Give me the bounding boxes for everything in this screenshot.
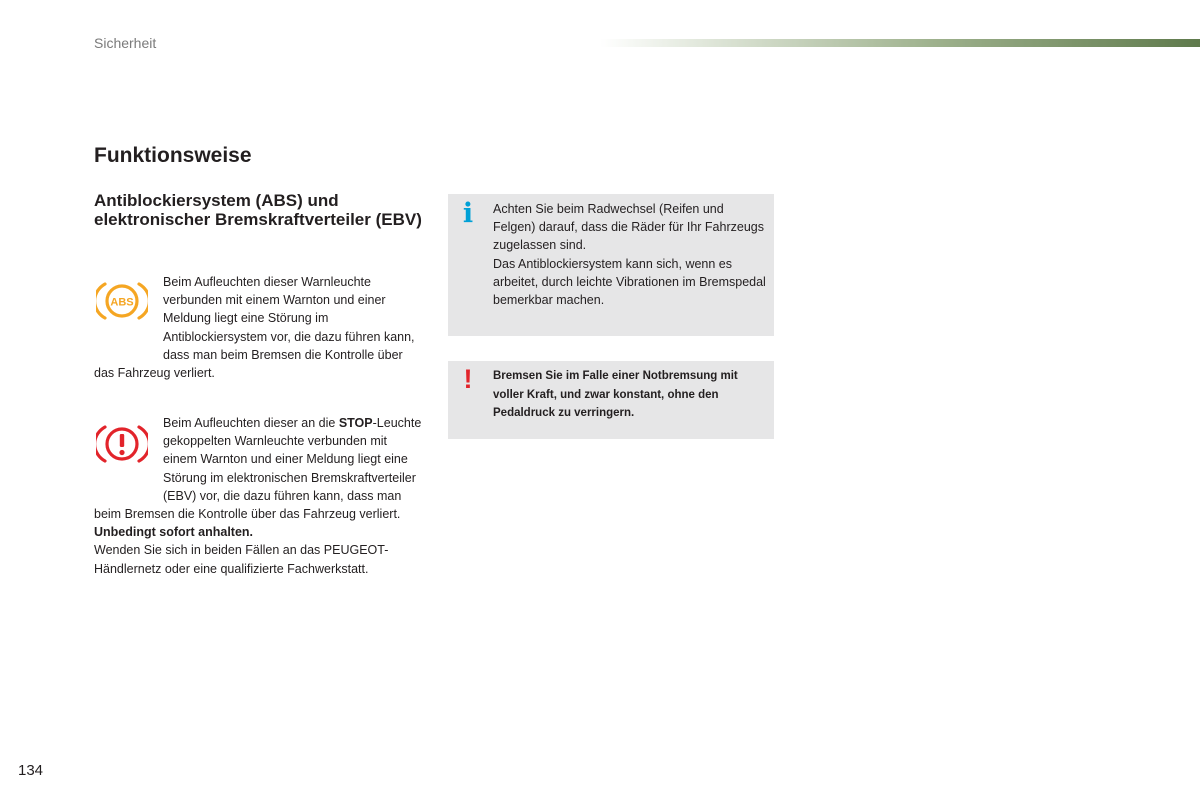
header-accent-bar xyxy=(600,39,1200,47)
ebv-intro-text: Beim Aufleuchten dieser an die xyxy=(163,416,339,430)
emergency-braking-text: Bremsen Sie im Falle einer Notbremsung mit voller Kraft, und zwar konstant, ohne den Pedaldruck zu verringern. xyxy=(493,370,738,419)
abs-warning-light-icon xyxy=(94,273,163,353)
page-title: Funktionsweise xyxy=(94,144,252,167)
info-text-wheel-change: Achten Sie beim Radwechsel (Reifen und Felgen) darauf, dass die Räder für Ihr Fahrzeugs zugelassen sind. xyxy=(493,202,764,253)
info-box-text xyxy=(493,200,768,309)
info-text-vibrations: Das Antiblockiersystem kann sich, wenn es arbeitet, durch leichte Vibrationen im Bremspedal bemerkbar machen. xyxy=(493,256,766,308)
abs-warning-text: Beim Aufleuchten dieser Warnleuchte verbunden mit einem Warnton und einer Meldung liegt eine Störung im Antiblockiersystem vor, die dazu führen kann, dass man beim Bremsen die Kontrolle über das Fahrzeug verliert. xyxy=(94,275,415,381)
brake-warning-light-icon xyxy=(94,414,163,494)
dealer-advice: Wenden Sie sich in beiden Fällen an das PEUGEOT-Händlernetz oder eine qualifizierte Fachwerkstatt. xyxy=(94,543,389,576)
ebv-rest-text: -Leuchte gekoppelten Warnleuchte verbunden mit einem Warnton und einer Meldung liegt eine Störung im elektronischen Bremskraftverteiler (EBV) vor, die dazu führen kann, dass man beim Bremsen die Kontrolle über das Fahrzeug verliert. xyxy=(94,416,422,522)
info-icon: i xyxy=(462,198,474,229)
warning-icon: ! xyxy=(463,364,473,394)
svg-text:ABS: ABS xyxy=(110,296,134,309)
ebv-warning-block xyxy=(94,414,424,578)
stop-now-instruction: Unbedingt sofort anhalten. xyxy=(94,525,254,540)
page-number: 134 xyxy=(18,762,44,779)
abs-warning-block xyxy=(94,273,424,382)
stop-label: STOP xyxy=(338,416,373,430)
section-heading: Antiblockiersystem (ABS) und elektronischer Bremskraftverteiler (EBV) xyxy=(94,191,422,229)
section-label: Sicherheit xyxy=(94,35,157,51)
warning-box xyxy=(448,361,774,439)
warning-box-text xyxy=(493,367,768,423)
info-box xyxy=(448,194,774,336)
